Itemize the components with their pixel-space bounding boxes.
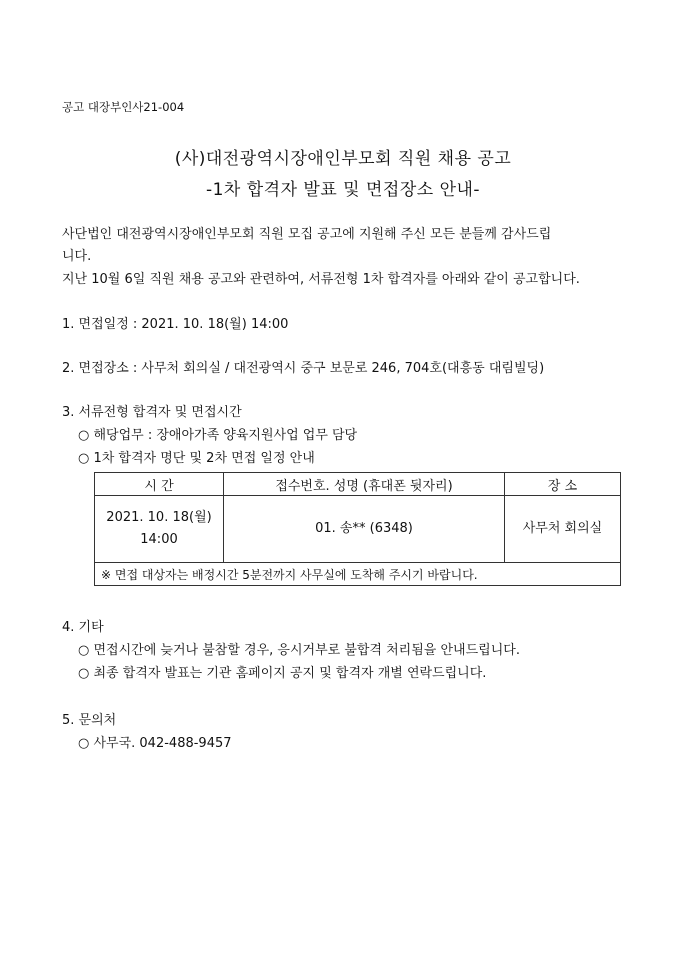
interview-schedule-item: 1. 면접일정 : 2021. 10. 18(월) 14:00	[62, 317, 289, 332]
cell-applicant: 01. 송** (6348)	[224, 496, 505, 563]
table-note: ※ 면접 대상자는 배정시간 5분전까지 사무실에 도착해 주시기 바랍니다.	[95, 563, 621, 586]
cell-time-hour: 14:00	[140, 532, 178, 547]
table-note-row	[95, 563, 621, 586]
schedule-info-bullet: ○ 1차 합격자 명단 및 2차 면접 일정 안내	[78, 451, 315, 466]
header-time: 시 간	[95, 473, 224, 496]
intro-paragraph-line-3: 지난 10월 6일 직원 채용 공고와 관련하여, 서류전형 1차 합격자를 아래와 같이 공고합니다.	[62, 272, 580, 287]
job-duty-bullet: ○ 해당업무 : 장애아가족 양육지원사업 업무 담당	[78, 428, 358, 443]
header-applicant: 접수번호. 성명 (휴대폰 뒷자리)	[224, 473, 505, 496]
intro-paragraph-line-2: 니다.	[62, 249, 92, 264]
interview-schedule-table	[94, 472, 621, 586]
final-result-bullet: ○ 최종 합격자 발표는 기관 홈페이지 공지 및 합격자 개별 연락드립니다.	[78, 666, 487, 681]
cell-place: 사무처 회의실	[505, 496, 621, 563]
other-heading: 4. 기타	[62, 620, 104, 635]
page-subtitle: -1차 합격자 발표 및 면접장소 안내-	[205, 180, 481, 200]
cell-time	[95, 496, 224, 563]
table-header-row	[95, 473, 621, 496]
header-place: 장 소	[505, 473, 621, 496]
contact-phone-bullet: ○ 사무국. 042-488-9457	[78, 736, 232, 751]
notice-reference-number: 공고 대장부인사21-004	[62, 100, 185, 114]
table-row	[95, 496, 621, 563]
interview-location-item: 2. 면접장소 : 사무처 회의실 / 대전광역시 중구 보문로 246, 704호(대흥동 대림빌딩)	[62, 361, 545, 376]
page-title: (사)대전광역시장애인부모회 직원 채용 공고	[174, 149, 512, 169]
intro-paragraph-line-1: 사단법인 대전광역시장애인부모회 직원 모집 공고에 지원해 주신 모든 분들께 감사드립	[62, 227, 552, 242]
contact-heading: 5. 문의처	[62, 713, 117, 728]
late-absence-bullet: ○ 면접시간에 늦거나 불참할 경우, 응시거부로 불합격 처리됨을 안내드립니다.	[78, 643, 520, 658]
cell-time-date: 2021. 10. 18(월)	[106, 510, 212, 525]
screening-results-heading: 3. 서류전형 합격자 및 면접시간	[62, 405, 242, 420]
